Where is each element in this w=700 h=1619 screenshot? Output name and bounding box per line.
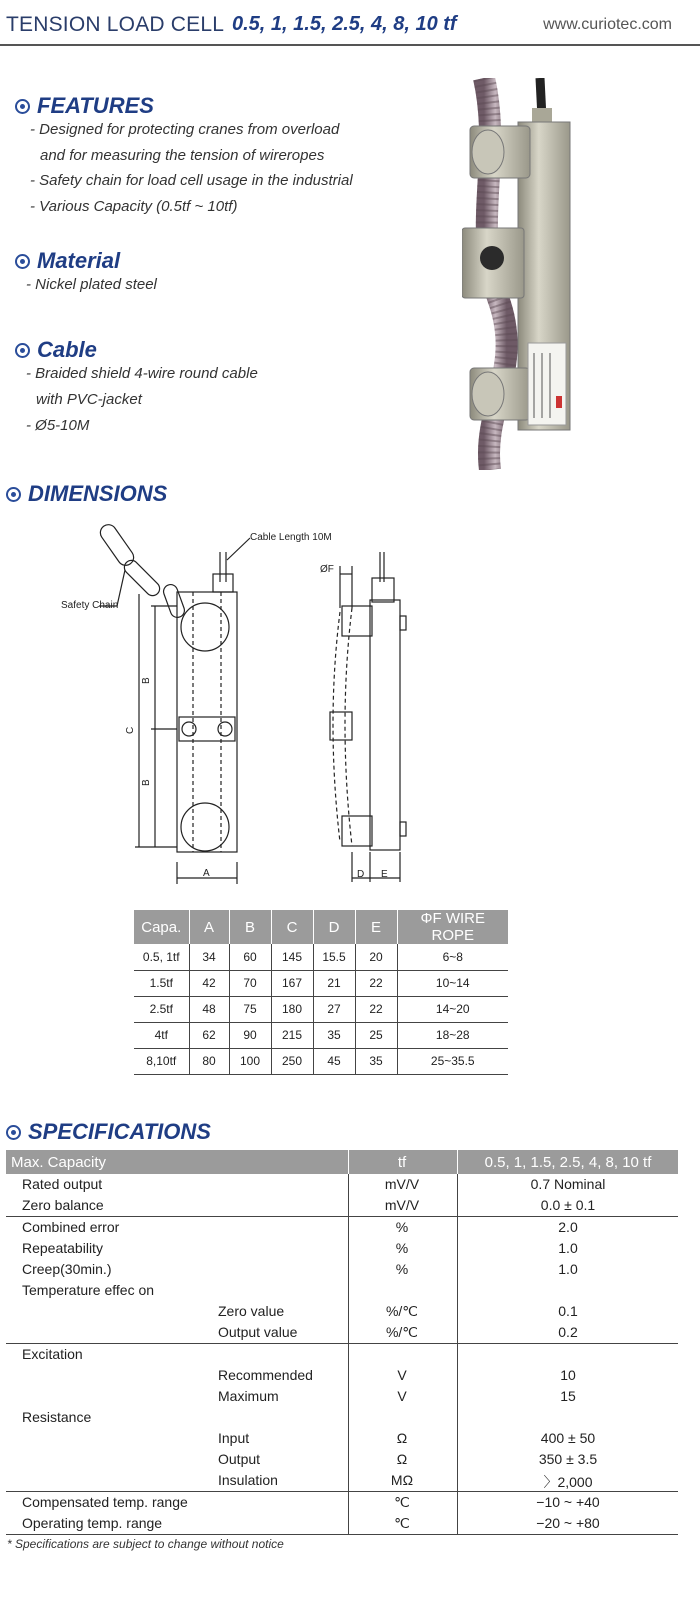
spec-row: [6, 1428, 678, 1449]
spec-value: 0.2: [558, 1324, 578, 1340]
dim-b-label: B: [141, 677, 152, 684]
spec-row: [6, 1386, 678, 1407]
spec-sub-label: Output value: [218, 1324, 298, 1340]
bullet-icon: [6, 1125, 21, 1140]
spec-unit: ℃: [394, 1515, 410, 1531]
spec-label: Repeatability: [22, 1240, 103, 1256]
spec-group: [6, 1174, 678, 1217]
spec-unit: %: [395, 1219, 409, 1235]
spec-sub-label: Input: [218, 1430, 250, 1446]
features-line: - Designed for protecting cranes from overload: [30, 121, 340, 138]
spec-sub-label: Zero value: [218, 1303, 285, 1319]
dim-a-label: A: [203, 868, 210, 879]
cable-line: - Braided shield 4-wire round cable: [26, 365, 258, 382]
capacity-list: 0.5, 1, 1.5, 2.5, 4, 8, 10 tf: [232, 13, 457, 35]
table-row: 2.5tf 48 75 180 27 22 14~20: [134, 996, 508, 1022]
cable-heading: Cable: [15, 337, 97, 363]
spec-sub-label: Maximum: [218, 1388, 279, 1404]
spec-row: [6, 1174, 678, 1195]
bullet-icon: [15, 343, 30, 358]
spec-label: Resistance: [22, 1409, 92, 1425]
spec-row: [6, 1492, 678, 1513]
spec-group: [6, 1344, 678, 1492]
cable-length-label: Cable Length 10M: [250, 532, 332, 543]
spec-value: 〉2,000: [543, 1474, 593, 1490]
spec-value: 2.0: [558, 1219, 578, 1235]
spec-value: 0.7 Nominal: [530, 1176, 606, 1192]
spec-row: [6, 1238, 678, 1259]
spec-unit: %/℃: [385, 1324, 419, 1340]
dimensions-heading: DIMENSIONS: [6, 481, 167, 507]
dimension-table-header: [134, 910, 508, 944]
spec-row: [6, 1322, 678, 1343]
spec-unit: V: [397, 1388, 407, 1404]
side-view-drawing: [318, 552, 418, 892]
material-line: - Nickel plated steel: [26, 276, 157, 293]
spec-label: Compensated temp. range: [22, 1494, 188, 1510]
spec-label: Combined error: [22, 1219, 120, 1235]
spec-value: 1.0: [558, 1240, 578, 1256]
table-row: 8,10tf 80 100 250 45 35 25~35.5: [134, 1048, 508, 1074]
spec-label: Excitation: [22, 1346, 83, 1362]
spec-header-label: Max. Capacity: [11, 1154, 107, 1171]
page-header: [0, 0, 700, 46]
product-photo: [462, 78, 574, 470]
bullet-icon: [6, 487, 21, 502]
spec-row: [6, 1301, 678, 1322]
col-c: C: [271, 910, 313, 944]
spec-label: Operating temp. range: [22, 1515, 163, 1531]
spec-group: [6, 1217, 678, 1344]
spec-row: [6, 1259, 678, 1280]
spec-header-value: 0.5, 1, 1.5, 2.5, 4, 8, 10 tf: [484, 1154, 652, 1171]
spec-unit: %: [395, 1240, 409, 1256]
spec-group: [6, 1492, 678, 1535]
dim-d-label: D: [357, 869, 365, 880]
phi-f-label: ØF: [320, 564, 334, 575]
spec-row: [6, 1280, 678, 1301]
spec-row: [6, 1217, 678, 1238]
spec-value: 0.1: [558, 1303, 578, 1319]
specifications-table: [6, 1150, 678, 1535]
spec-value: 15: [560, 1388, 576, 1404]
spec-unit: MΩ: [390, 1472, 414, 1488]
dim-e-label: E: [381, 869, 388, 880]
spec-unit: Ω: [396, 1451, 408, 1467]
col-e: E: [355, 910, 397, 944]
spec-row: [6, 1344, 678, 1365]
spec-row: [6, 1407, 678, 1428]
cable-line: with PVC-jacket: [36, 391, 142, 408]
spec-value: 1.0: [558, 1261, 578, 1277]
spec-unit: Ω: [396, 1430, 408, 1446]
product-title: TENSION LOAD CELL: [6, 13, 225, 36]
spec-value: 0.0 ± 0.1: [540, 1197, 596, 1213]
website-link[interactable]: www.curiotec.com: [543, 16, 672, 33]
bullet-icon: [15, 254, 30, 269]
spec-label: Creep(30min.): [22, 1261, 112, 1277]
spec-label: Zero balance: [22, 1197, 104, 1213]
spec-unit: mV/V: [384, 1176, 420, 1192]
spec-row: [6, 1470, 678, 1491]
cable-line: - Ø5-10M: [26, 417, 90, 434]
spec-header-row: [6, 1150, 678, 1174]
spec-row: [6, 1449, 678, 1470]
table-row: 0.5, 1tf 34 60 145 15.5 20 6~8: [134, 944, 508, 970]
col-wire-rope: ΦF WIRE ROPE: [397, 910, 508, 944]
col-b: B: [229, 910, 271, 944]
spec-sub-label: Recommended: [218, 1367, 313, 1383]
spec-groups: [6, 1174, 678, 1535]
spec-unit: mV/V: [384, 1197, 420, 1213]
col-a: A: [189, 910, 229, 944]
footnote: * Specifications are subject to change without notice: [7, 1537, 284, 1551]
spec-label: Rated output: [22, 1176, 103, 1192]
spec-row: [6, 1365, 678, 1386]
table-row: 1.5tf 42 70 167 21 22 10~14: [134, 970, 508, 996]
spec-sub-label: Output: [218, 1451, 261, 1467]
features-line: - Various Capacity (0.5tf ~ 10tf): [30, 198, 238, 215]
dimension-table: [134, 910, 508, 1075]
spec-unit: %/℃: [385, 1303, 419, 1319]
spec-unit: V: [397, 1367, 407, 1383]
spec-value: −20 ~ +80: [536, 1515, 600, 1531]
dim-b-label: B: [141, 779, 152, 786]
features-line: - Safety chain for load cell usage in the industrial: [30, 172, 353, 189]
spec-label: Temperature effec on: [22, 1282, 155, 1298]
col-d: D: [313, 910, 355, 944]
spec-value: 10: [560, 1367, 576, 1383]
bullet-icon: [15, 99, 30, 114]
spec-row: [6, 1195, 678, 1216]
spec-row: [6, 1513, 678, 1534]
features-heading: FEATURES: [15, 93, 154, 119]
spec-value: −10 ~ +40: [536, 1494, 600, 1510]
spec-unit: ℃: [394, 1494, 410, 1510]
spec-header-unit: tf: [397, 1154, 407, 1171]
front-view-drawing: [55, 522, 345, 892]
table-row: 4tf 62 90 215 35 25 18~28: [134, 1022, 508, 1048]
spec-value: 350 ± 3.5: [538, 1451, 598, 1467]
material-heading: Material: [15, 248, 120, 274]
spec-value: 400 ± 50: [540, 1430, 596, 1446]
features-line: and for measuring the tension of wireropes: [40, 147, 325, 164]
col-capa: Capa.: [134, 910, 189, 944]
specifications-heading: SPECIFICATIONS: [6, 1119, 211, 1145]
dim-c-label: C: [125, 726, 136, 734]
safety-chain-label: Safety Chain: [61, 600, 119, 611]
spec-unit: %: [395, 1261, 409, 1277]
spec-sub-label: Insulation: [218, 1472, 278, 1488]
